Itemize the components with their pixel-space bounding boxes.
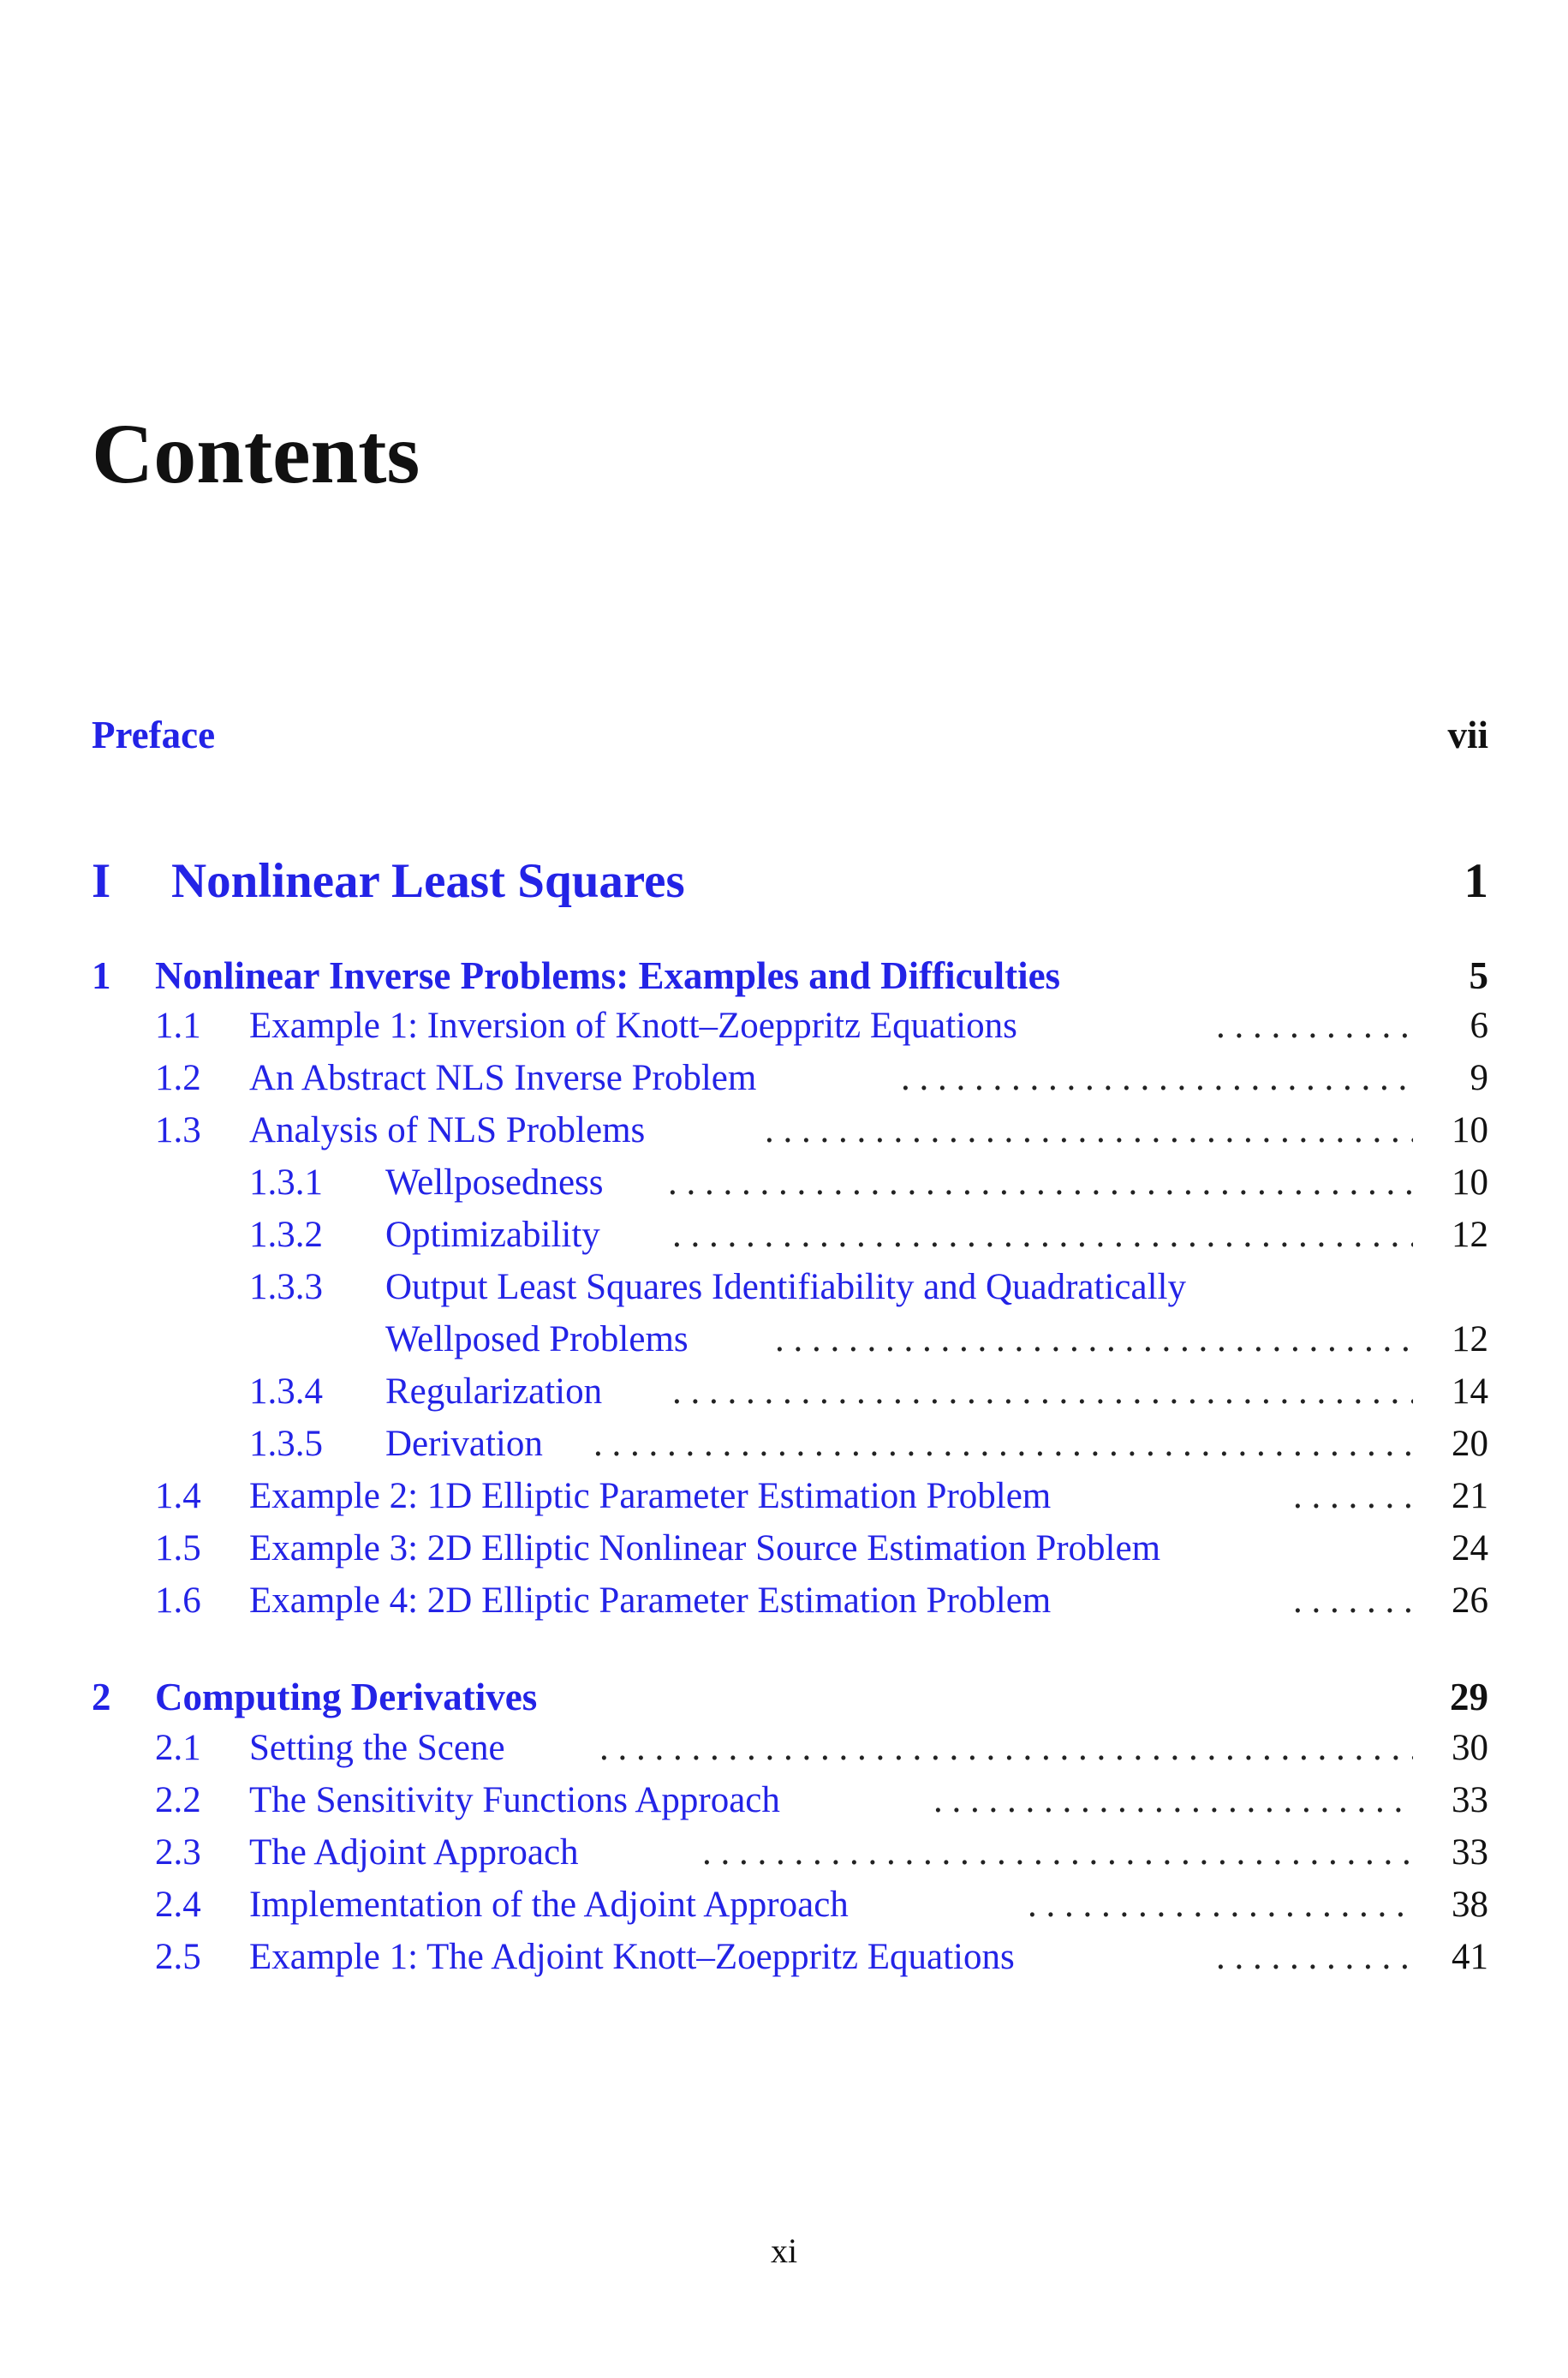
toc-subsection-row[interactable] (0, 1214, 1568, 1262)
toc-preface-link[interactable]: Preface (92, 714, 216, 756)
toc-section-title[interactable]: Example 3: 2D Elliptic Nonlinear Source Estimation Problem (249, 1528, 1161, 1568)
toc-part-row[interactable] (0, 853, 1568, 913)
leader-dots (1028, 1884, 1413, 1926)
toc-section-page: 33 (1452, 1832, 1488, 1873)
toc-section-row[interactable] (0, 1475, 1568, 1523)
toc-section-number[interactable]: 1.4 (155, 1476, 201, 1516)
toc-subsection-row[interactable] (0, 1423, 1568, 1471)
toc-preface-page: vii (1447, 714, 1488, 756)
toc-section-title[interactable]: An Abstract NLS Inverse Problem (249, 1058, 757, 1098)
leader-dots (775, 1318, 1413, 1360)
toc-section-number[interactable]: 1.1 (155, 1006, 201, 1046)
toc-section-row[interactable] (0, 1779, 1568, 1827)
toc-section-title[interactable]: The Adjoint Approach (249, 1832, 579, 1873)
toc-part-number[interactable]: I (92, 854, 111, 908)
toc-subsection-number[interactable]: 1.3.2 (249, 1215, 323, 1255)
toc-section-page: 6 (1470, 1006, 1488, 1046)
toc-subsection-number[interactable]: 1.3.1 (249, 1162, 323, 1203)
toc-section-row[interactable] (0, 1936, 1568, 1984)
leader-dots (901, 1057, 1413, 1099)
toc-subsection-row[interactable] (0, 1266, 1568, 1314)
toc-subsection-title[interactable]: Derivation (385, 1424, 543, 1464)
toc-section-row[interactable] (0, 1005, 1568, 1053)
toc-section-row[interactable] (0, 1057, 1568, 1105)
toc-section-page: 41 (1452, 1937, 1488, 1977)
toc-section-row[interactable] (0, 1580, 1568, 1628)
toc-section-page: 24 (1452, 1528, 1488, 1568)
toc-subsection-number[interactable]: 1.3.3 (249, 1267, 323, 1307)
leader-dots (1293, 1475, 1413, 1517)
toc-subsection-row-continued[interactable] (0, 1318, 1568, 1366)
toc-section-title[interactable]: Example 1: Inversion of Knott–Zoeppritz Equations (249, 1006, 1017, 1046)
toc-subsection-title[interactable]: Output Least Squares Identifiability and Quadratically (385, 1267, 1186, 1307)
toc-section-number[interactable]: 2.3 (155, 1832, 201, 1873)
toc-section-row[interactable] (0, 1527, 1568, 1575)
toc-section-number[interactable]: 1.5 (155, 1528, 201, 1568)
leader-dots (593, 1423, 1413, 1465)
toc-section-title[interactable]: Example 1: The Adjoint Knott–Zoeppritz Equations (249, 1937, 1015, 1977)
toc-section-number[interactable]: 2.2 (155, 1780, 201, 1820)
toc-chapter-page: 29 (1450, 1676, 1488, 1718)
toc-section-number[interactable]: 2.4 (155, 1885, 201, 1925)
toc-subsection-title-continued[interactable]: Wellposed Problems (385, 1319, 689, 1359)
toc-subsection-page: 14 (1452, 1371, 1488, 1412)
toc-part-title[interactable]: Nonlinear Least Squares (171, 854, 685, 908)
toc-section-row[interactable] (0, 1109, 1568, 1157)
toc-preface-row[interactable] (0, 713, 1568, 761)
toc-subsection-title[interactable]: Regularization (385, 1371, 603, 1412)
toc-subsection-page: 10 (1452, 1162, 1488, 1203)
toc-subsection-page: 12 (1452, 1319, 1488, 1359)
toc-section-title[interactable]: Implementation of the Adjoint Approach (249, 1885, 849, 1925)
toc-chapter-row[interactable] (0, 953, 1568, 1001)
toc-section-title[interactable]: Setting the Scene (249, 1728, 505, 1768)
leader-dots (1293, 1580, 1413, 1622)
leader-dots (672, 1371, 1413, 1413)
toc-section-title[interactable]: Analysis of NLS Problems (249, 1110, 646, 1150)
toc-section-title[interactable]: The Sensitivity Functions Approach (249, 1780, 780, 1820)
leader-dots (668, 1162, 1413, 1204)
leader-dots (1216, 1936, 1413, 1978)
toc-section-number[interactable]: 1.3 (155, 1110, 201, 1150)
toc-section-page: 21 (1452, 1476, 1488, 1516)
toc-subsection-title[interactable]: Optimizability (385, 1215, 600, 1255)
toc-chapter-page: 5 (1469, 954, 1488, 997)
toc-section-row[interactable] (0, 1727, 1568, 1775)
toc-section-page: 38 (1452, 1885, 1488, 1925)
toc-chapter-title[interactable]: Nonlinear Inverse Problems: Examples and Difficulties (155, 954, 1061, 997)
leader-dots (933, 1779, 1413, 1821)
leader-dots (765, 1109, 1413, 1151)
toc-chapter-number[interactable]: 2 (92, 1676, 111, 1718)
toc-subsection-number[interactable]: 1.3.4 (249, 1371, 323, 1412)
toc-section-title[interactable]: Example 4: 2D Elliptic Parameter Estimation Problem (249, 1580, 1052, 1621)
toc-chapter-row[interactable] (0, 1675, 1568, 1723)
toc-section-page: 26 (1452, 1580, 1488, 1621)
toc-section-row[interactable] (0, 1831, 1568, 1879)
toc-subsection-number[interactable]: 1.3.5 (249, 1424, 323, 1464)
toc-section-number[interactable]: 1.6 (155, 1580, 201, 1621)
leader-dots (1216, 1005, 1413, 1047)
toc-part-page: 1 (1464, 854, 1488, 908)
toc-section-page: 10 (1452, 1110, 1488, 1150)
toc-section-row[interactable] (0, 1884, 1568, 1932)
leader-dots (702, 1831, 1413, 1873)
toc-subsection-row[interactable] (0, 1162, 1568, 1210)
toc-section-page: 30 (1452, 1728, 1488, 1768)
toc-section-page: 9 (1470, 1058, 1488, 1098)
toc-subsection-title[interactable]: Wellposedness (385, 1162, 604, 1203)
toc-section-number[interactable]: 2.5 (155, 1937, 201, 1977)
page-title: Contents (92, 406, 420, 501)
toc-section-title[interactable]: Example 2: 1D Elliptic Parameter Estimation Problem (249, 1476, 1052, 1516)
page-number: xi (770, 2232, 798, 2270)
toc-section-number[interactable]: 1.2 (155, 1058, 201, 1098)
leader-dots (599, 1727, 1413, 1769)
toc-subsection-page: 12 (1452, 1215, 1488, 1255)
toc-subsection-row[interactable] (0, 1371, 1568, 1419)
toc-section-number[interactable]: 2.1 (155, 1728, 201, 1768)
leader-dots (672, 1214, 1413, 1256)
toc-chapter-title[interactable]: Computing Derivatives (155, 1676, 538, 1718)
toc-subsection-page: 20 (1452, 1424, 1488, 1464)
toc-section-page: 33 (1452, 1780, 1488, 1820)
toc-chapter-number[interactable]: 1 (92, 954, 111, 997)
